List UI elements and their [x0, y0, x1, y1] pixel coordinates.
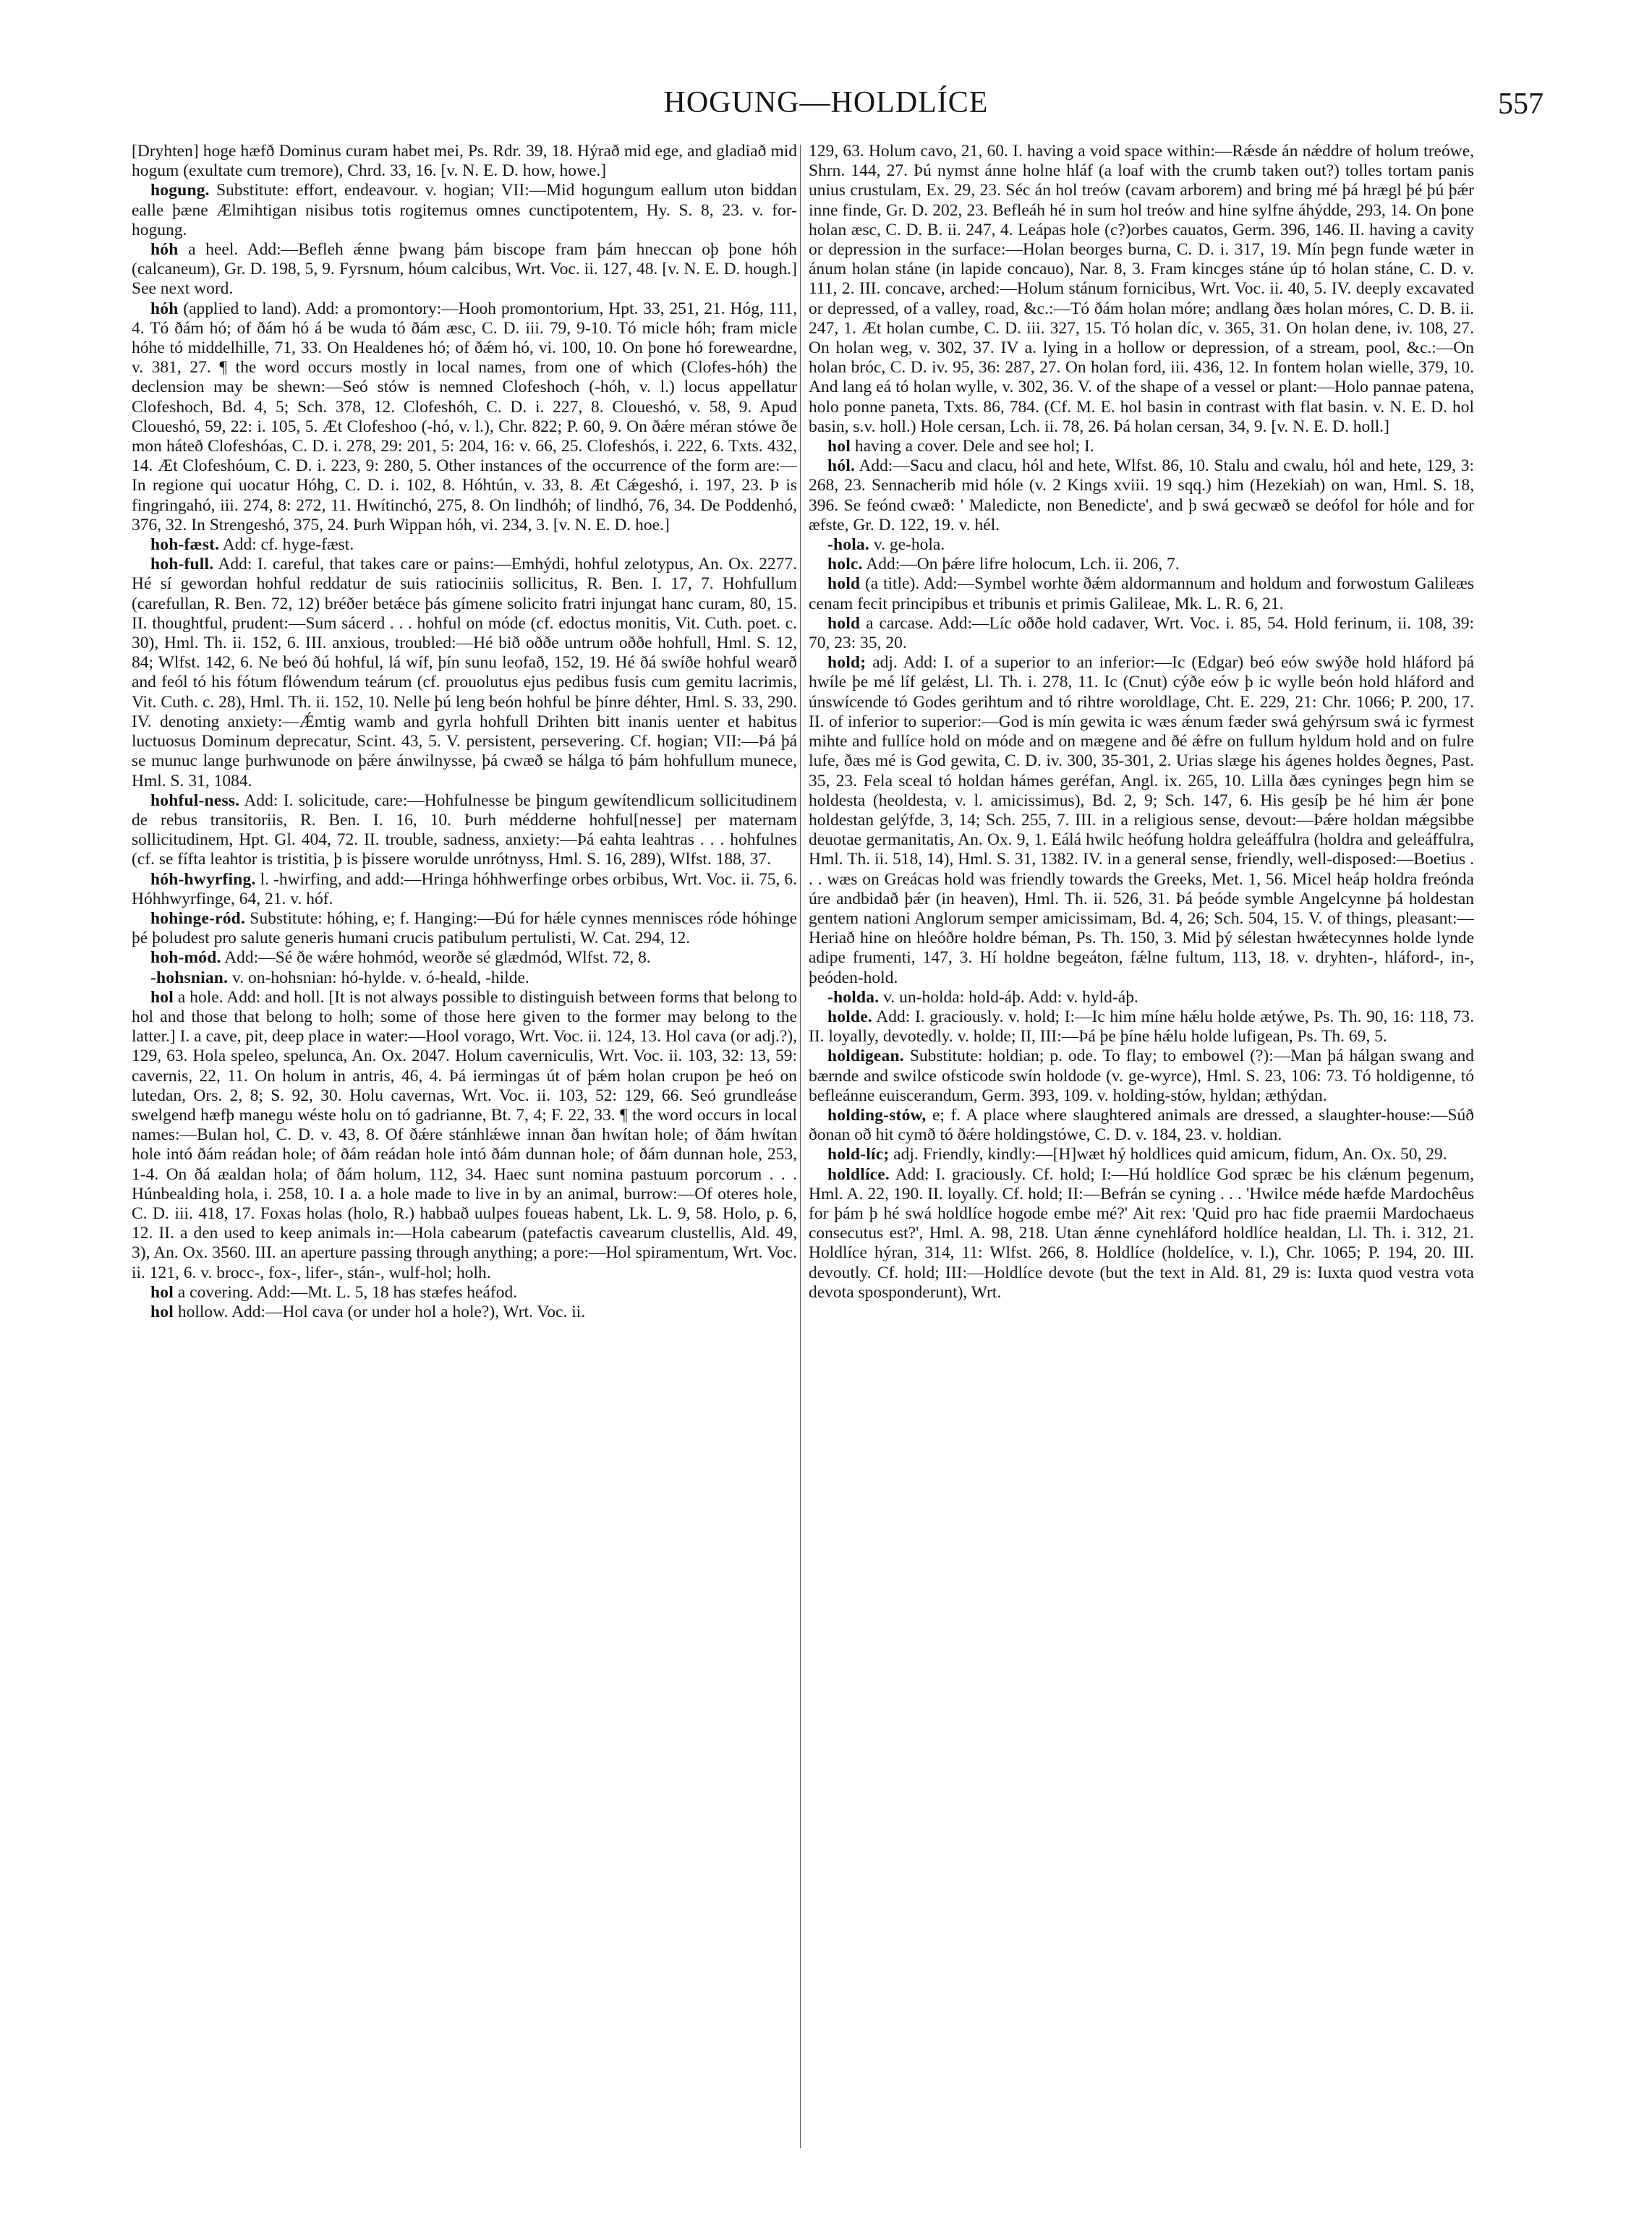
- entry-headword: hol: [150, 1302, 174, 1321]
- column-divider: [800, 145, 801, 2148]
- entry-headword: hóh: [150, 240, 179, 260]
- entry-text: hollow. Add:—Hol cava (or under hol a hole?), Wrt. Voc. ii.: [177, 1302, 586, 1321]
- entry-text: v. on-hohsnian: hó-hylde. v. ó-heald, -hilde.: [232, 968, 529, 987]
- dictionary-entry: [809, 1106, 1474, 1145]
- entry-headword: -holda.: [827, 987, 880, 1007]
- dictionary-entry: [132, 555, 797, 790]
- dictionary-entry: [132, 1283, 797, 1303]
- entry-headword: hold-líc;: [827, 1145, 890, 1164]
- page-number: 557: [1498, 88, 1544, 121]
- entry-headword: holdlíce.: [827, 1164, 890, 1184]
- entry-text: Add: I. solicitude, care:—Hohfulnesse be þingum gewítendlicum sollicitudinem de rebus transitoriis, R. Ben. I. 16, 10. Þurh médderne hohful[nesse] per maternam sollicitudinem, Hpt. Gl. 404, 72. II. trouble, sadness, anxiety:—Þá eahta leahtras . . . hohfulnes (cf. se fífta leahtor is tristitia, þ is þissere worulde unrótnyss, Hml. S. 16, 289), Wlfst. 188, 37.: [132, 790, 797, 869]
- entry-headword: -hohsnian.: [150, 968, 229, 987]
- entry-headword: holdigean.: [827, 1047, 904, 1066]
- dictionary-entry: [132, 968, 797, 988]
- entry-headword: hold: [827, 574, 861, 594]
- entry-text: a heel. Add:—Befleh ǽnne þwang þám biscope fram þám hneccan oþ þone hóh (calcaneum), Gr. D. 198, 5, 9. Fyrsnum, hóum calcibus, Wrt. Voc. ii. 127, 48. [v. N. E. D. hough.] See next word.: [132, 240, 797, 299]
- entry-headword: hohful-ness.: [150, 790, 240, 810]
- page-header: [0, 85, 1652, 129]
- entry-text: a covering. Add:—Mt. L. 5, 18 has stæfes heáfod.: [177, 1282, 518, 1302]
- entry-headword: holde.: [827, 1007, 872, 1026]
- entry-headword: holding-stów,: [827, 1105, 927, 1125]
- entry-text: Add: I. graciously. v. hold; I:—Ic him míne hǽlu holde ætýwe, Ps. Th. 90, 16: 118, 73. II. loyally, devotedly. v. holde; II, III:—Þá þe þíne hǽlu holde lufigean, Ps. Th. 69, 5.: [809, 1007, 1474, 1047]
- entry-text: [Dryhten] hoge hæfð Dominus curam habet mei, Ps. Rdr. 39, 18. Hýrað mid ege, and gladiað mid hogum (exultate cum tremore), Chrd. 33, 16. [v. N. E. D. how, howe.]: [132, 142, 797, 181]
- entry-headword: hoh-mód.: [150, 948, 221, 968]
- dictionary-entry: [132, 909, 797, 948]
- entry-text: Add:—Sé ðe wǽre hohmód, weorðe sé glædmód, Wlfst. 72, 8.: [224, 948, 651, 968]
- entry-text: v. un-holda: hold-áþ. Add: v. hyld-áþ.: [883, 987, 1138, 1007]
- entry-text: a hole. Add: and holl. [It is not always possible to distinguish between forms that belong to hol and those that belong to holh; some of those here given to the former may belong to the latter.] I. a cave, pit, deep place in water:—Hool vorago, Wrt. Voc. ii. 124, 13. Hol cava (or adj.?), 129, 63. Hola speleo, spelunca, An. Ox. 2047. Holum caverniculis, Wrt. Voc. ii. 103, 32: 13, 59: cavernis, 22, 11. On holum in antris, 46, 4. Þá iermingas út of þǽm holan crupon þe heó on lutedan, Ors. 2, 8; S. 92, 30. Holu cavernas, Wrt. Voc. ii. 103, 52: 129, 66. Seó grundleáse swelgend hæfþ manegu wéste holu on tó gadrianne, Bt. 7, 4; F. 22, 33. ¶ the word occurs in local names:—Bulan hol, C. D. v. 43, 8. Of ðǽre stánhlǽwe innan ðan hwítan hole; of ðám hwítan hole intó ðám reádan hole; of ðám reádan hole intó ðám dunnan hole; of ðám dunnan hole, 253, 1-4. On ðá æaldan hola; of ðám holum, 112, 34. Haec sunt nomina pastuum porcorum . . . Húnbealding hola, i. 258, 10. I a. a hole made to live in by an animal, burrow:—Of oteres hole, C. D. iii. 418, 17. Foxas holas (holo, R.) habbað uulpes foueas habent, Lk. L. 9, 58. Holo, p. 6, 12. II. a den used to keep animals in:—Hola cabearum (patefactis cavearum clustellis, Ald. 49, 3), An. Ox. 3560. III. an aperture passing through anything; a pore:—Hol spiramentum, Wrt. Voc. ii. 121, 6. v. brocc-, fox-, lifer-, stán-, wulf-hol; holh.: [132, 987, 797, 1282]
- dictionary-entry: [132, 1303, 797, 1322]
- dictionary-entry: [132, 240, 797, 299]
- dictionary-entry: [809, 614, 1474, 653]
- entry-text: having a cover. Dele and see hol; I.: [854, 437, 1094, 456]
- entry-text: a carcase. Add:—Líc oððe hold cadaver, Wrt. Voc. i. 85, 54. Hold ferinum, ii. 108, 39: 70, 23: 35, 20.: [809, 613, 1474, 653]
- entry-text: (applied to land). Add: a promontory:—Hooh promontorium, Hpt. 33, 251, 21. Hóg, 111, 4. Tó ðám hó; of ðám hó á be wuda tó ðám æsc, C. D. iii. 79, 9-10. Tó micle hóh; fram micle hóhe tó middelhille, 71, 33. On Healdenes hó; of ðǽm hó, vi. 100, 10. On þone hó foreweardne, v. 381, 27. ¶ the word occurs mostly in local names, from one of which (Clofes-hóh) the declension may be shewn:—Seó stów is nemned Clofeshoch (-hóh, v. l.) locus appellatur Clofeshoch, Bd. 4, 5; Sch. 378, 12. Clofeshóh, C. D. i. 227, 8. Cloueshó, v. 58, 9. Apud Cloueshó, 59, 22: i. 105, 5. Æt Clofeshoo (-hó, v. l.), Chr. 822; P. 60, 9. On ðǽre méran stówe ðe mon háteð Clofeshóas, C. D. i. 278, 29: 201, 5: 204, 16: v. 66, 25. Clofeshós, i. 222, 6. Txts. 432, 14. Æt Clofeshóum, C. D. i. 223, 9: 280, 5. Other instances of the occurrence of the form are:—In regione qui uocatur Hóhg, C. D. i. 102, 8. Hóhtún, v. 33, 8. Æt Cǽgeshó, i. 197, 23. Þ is fingringahó, iii. 274, 8: 272, 11. Hwítinchó, 275, 8. On lindhóh; of lindhó, 76, 34. De Poddenhó, 376, 32. In Strengeshó, 375, 24. Þurh Wippan hóh, vi. 234, 3. [v. N. E. D. hoe.]: [132, 299, 797, 534]
- entry-text: Add:—On þǽre lifre holocum, Lch. ii. 206, 7.: [866, 555, 1180, 574]
- entry-headword: hohinge-ród.: [150, 908, 246, 928]
- entry-headword: holc.: [827, 555, 863, 574]
- dictionary-entry: [809, 1165, 1474, 1303]
- dictionary-entry: [809, 1047, 1474, 1106]
- entry-text: Substitute: effort, endeavour. v. hogian; VII:—Mid hogungum eallum uton biddan ealle þæne Ælmihtigan nisibus totis rogitemus omnes cunctipotentem, Hy. S. 8, 23. v. for-hogung.: [132, 181, 797, 239]
- entry-headword: hóh-hwyrfing.: [150, 869, 256, 889]
- dictionary-entry: [132, 535, 797, 555]
- running-head: HOGUNG—HOLDLÍCE: [663, 86, 989, 119]
- entry-text: (a title). Add:—Symbel worhte ðǽm aldormannum and holdum and forwostum Galileæs cenam fecit principibus et tribunis et primis Galileae, Mk. L. R. 6, 21.: [809, 574, 1474, 613]
- dictionary-entry: [809, 555, 1474, 574]
- dictionary-entry: [809, 574, 1474, 613]
- entry-headword: hól.: [827, 456, 856, 476]
- entry-headword: hogung.: [150, 181, 210, 200]
- dictionary-entry: [809, 142, 1474, 437]
- entry-text: adj. Friendly, kindly:—[H]wæt hý holdlices quid amicum, fidum, An. Ox. 50, 29.: [893, 1145, 1447, 1164]
- dictionary-entry: [132, 142, 797, 181]
- dictionary-entry: [132, 181, 797, 240]
- dictionary-entry: [809, 535, 1474, 555]
- entry-headword: hol: [150, 987, 174, 1007]
- dictionary-entry: [132, 948, 797, 968]
- entry-headword: hoh-fæst.: [150, 535, 220, 555]
- dictionary-entry: [132, 299, 797, 535]
- entry-text: l. -hwirfing, and add:—Hringa hóhhwerfinge orbes orbibus, Wrt. Voc. ii. 75, 6. Hóhhwyrfinge, 64, 21. v. hóf.: [132, 869, 797, 908]
- right-column: [809, 142, 1474, 2167]
- dictionary-entry: [809, 1145, 1474, 1164]
- entry-text: Substitute: hóhing, e; f. Hanging:—Ðú for hǽle cynnes mennisces róde hóhinge þé þoludest pro salute generis humani crucis patibulum pertulisti, W. Cat. 294, 12.: [132, 908, 797, 948]
- entry-text: v. ge-hola.: [873, 535, 945, 555]
- dictionary-entry: [809, 988, 1474, 1007]
- entry-headword: hol: [827, 437, 851, 456]
- entry-text: Substitute: holdian; p. ode. To flay; to embowel (?):—Man þá hálgan swang and bærnde and swilce ofsticode swín holdode (v. ge-wyrce), Hml. S. 23, 106: 73. Tó holdigenne, tó befleánne euiscerandum, Germ. 393, 109. v. holding-stów, hyldan; æthýdan.: [809, 1047, 1474, 1105]
- entry-headword: hold;: [827, 653, 867, 673]
- left-column: [132, 142, 797, 2167]
- entry-headword: -hola.: [827, 535, 869, 555]
- entry-text: Add: I. careful, that takes care or pains:—Emhýdi, hohful zelotypus, An. Ox. 2277. Hé sí gewordan hohful reddatur de suis ratiociniis sollicitus, R. Ben. I. 17, 7. Hohfullum (carefullan, R. Ben. 72, 12) bréðer betǽce þás gímene solicito fratri injungat hanc curam, 80, 15. II. thoughtful, prudent:—Sum sácerd . . . hohful on móde (cf. edoctus monitis, Vit. Cuth. poet. c. 30), Hml. Th. ii. 152, 6. III. anxious, troubled:—Hé bið oððe untrum oððe hohfull, Hml. S. 12, 84; Wlfst. 142, 6. Ne beó ðú hohful, lá wíf, þín sunu leofað, 152, 19. Hé ðá swíðe hohful wearð and feól tó his fótum flówendum teárum (cf. prouolutus ejus pedibus fusis cum gemitu lacrimis, Vit. Cuth. c. 28), Hml. Th. ii. 152, 10. Nelle þú leng beón hohful be þínre déhter, Hml. S. 33, 290. IV. denoting anxiety:—Ǽmtig wamb and gyrla hohfull Drihten bitt inanis uenter et habitus luctuosus Dominum deprecatur, Scint. 43, 5. V. persistent, persevering. Cf. hogian; VII:—Þá þá se munuc lange þurhwunode on þǽre ánwilnysse, þá cwæð se hálga tó þám hohfullum munece, Hml. S. 31, 1084.: [132, 555, 797, 790]
- entry-headword: hoh-full.: [150, 555, 214, 574]
- entry-text: Add: cf. hyge-fæst.: [222, 535, 354, 555]
- entry-text: Add:—Sacu and clacu, hól and hete, Wlfst. 86, 10. Stalu and cwalu, hól and hete, 129, 3: 268, 23. Sennacherib mid hóle (v. 2 Kings xviii. 19 sqq.) him (Hezekiah) on wan, Hml. S. 18, 396. Se feónd cwæð: ' Maledicte, non Benedicte', and þ swá gecwæð se deófol for hóle and for æfste, Gr. D. 122, 19. v. hél.: [809, 456, 1474, 534]
- dictionary-entry: [132, 870, 797, 909]
- entry-text: 129, 63. Holum cavo, 21, 60. I. having a void space within:—Rǽsde án nǽddre of holum treówe, Shrn. 144, 27. Þú nymst ánne holne hláf (a loaf with the crumb taken out?) tolles tortam panis unius crustulam, Ex. 29, 23. Séc án hol treów (cavam arborem) and bring mé þá hrægl þé þú þǽr inne finde, Gr. D. 202, 23. Befleáh hé in sum hol treów and hine sylfne áhýdde, 293, 14. On þone holan æsc, C. D. B. ii. 247, 4. Leápas hole (c?)orbes cauatos, Germ. 396, 146. II. having a cavity or depression in the surface:—Holan beorges burna, C. D. i. 317, 19. Mín þegn funde wæter in ánum holan stáne (in lapide concauo), Nar. 8, 3. Fram kincges stáne úp tó holan stáne, C. D. v. 111, 2. III. concave, arched:—Holum stánum fornicibus, Wrt. Voc. ii. 40, 5. IV. deeply excavated or depressed, of a valley, road, &c.:—Tó ðám holan móre; andlang ðæs holan móres, C. D. B. ii. 247, 1. Æt holan cumbe, C. D. iii. 327, 15. Tó holan díc, v. 365, 31. On holan dene, iv. 108, 27. On holan weg, v. 302, 37. IV a. lying in a hollow or depression, of a stream, pool, &c.:—On holan bróc, C. D. iv. 95, 36: 287, 27. On holan ford, iii. 436, 12. In fontem holan wielle, 379, 10. And lang eá tó holan wylle, v. 302, 36. V. of the shape of a vessel or plant:—Holo pannae patena, holo ponne paneta, Txts. 86, 784. (Cf. M. E. hol basin in contrast with flat basin. v. N. E. D. hol basin, s.v. holl.) Hole cersan, Lch. ii. 78, 26. Þá holan cersan, 34, 9. [v. N. E. D. holl.]: [809, 142, 1474, 436]
- entry-text: Add: I. graciously. Cf. hold; I:—Hú holdlíce God spræc be his clǽnum þegenum, Hml. A. 22, 190. II. loyally. Cf. hold; II:—Befrán se cyning . . . 'Hwilce méde hæfde Mardochêus for þám þ hé swá holdlíce hogode embe mé?' Ait rex: 'Quid pro hac fide praemii Mardochaeus consecutus est?', Hml. A. 98, 218. Utan ǽnne cynehláford holdlíce healdan, Ll. Th. i. 312, 21. Holdlíce hýran, 314, 11: Wlfst. 266, 8. Holdlíce (holdelíce, v. l.), Chr. 1065; P. 194, 20. III. devoutly. Cf. hold; III:—Holdlíce devote (but the text in Ald. 81, 29 is: Iuxta quod vestra vota devota sposponderunt), Wrt.: [809, 1164, 1474, 1302]
- entry-text: e; f. A place where slaughtered animals are dressed, a slaughter-house:—Súð ðonan oð hit cymð tó ðǽre holdingstówe, C. D. v. 184, 23. v. holdian.: [809, 1105, 1474, 1145]
- dictionary-entry: [809, 1007, 1474, 1047]
- dictionary-entry: [809, 437, 1474, 456]
- dictionary-entry: [809, 653, 1474, 987]
- entry-text: adj. Add: I. of a superior to an inferior:—Ic (Edgar) beó eów swýðe hold hláford þá hwíle þe mé líf gelǽst, Ll. Th. i. 278, 11. Ic (Cnut) cýðe eów þ ic wylle beón hold hláford and únswícende tó Godes gerihtum and tó rihtre woroldlage, Cht. E. 229, 21: Chr. 1066; P. 200, 17. II. of inferior to superior:—God is mín gewita ic wæs ǽnum fæder swá gehýrsum swá ic fyrmest mihte and fullíce hold on móde and on mægene and ðé ǽfre on fullum hyldum hold and on fulre lufe, ðæs mé is God gewita, C. D. iv. 300, 35-301, 2. Urias slæge his ágenes holdes ðegnes, Past. 35, 23. Fela sceal tó holdan hámes geréfan, Angl. ix. 265, 10. Lilla ðæs cyninges þegn him se holdesta (heoldesta, v. l. amicissimus), Bd. 2, 9; Sch. 147, 6. His gesíþ þe hé him ǽr þone holdestan gelýfde, 3, 14; Sch. 255, 7. III. in a religious sense, devout:—Þǽre holdan mǽgsibbe deuotae germanitatis, An. Ox. 9, 1. Eálá hwilc heófung holdra geleáffulra (holdra and geleáffulra, Hml. Th. ii. 518, 14), Hml. S. 31, 1382. IV. in a general sense, friendly, well-disposed:—Boetius . . . wæs on Greácas hold was friendly towards the Greeks, Met. 1, 56. Micel heáp holdra freónda úre andbidað þǽr (in heaven), Hml. Th. ii. 526, 31. Þá þeóde symble Angelcynne þá holdestan gentem nationi Anglorum semper amicissimam, Bd. 4, 26; Sch. 504, 15. V. of things, pleasant:—Heriað hine on hleóðre holdre béman, Ps. Th. 150, 3. Mid þý sélestan hwǽtecynnes holde lynde adipe frumenti, 147, 3. Hí holdne begeáton, fǽlne fultum, 113, 18. v. dryhten-, hláford-, in-, þeóden-hold.: [809, 653, 1474, 987]
- entry-headword: hol: [150, 1282, 174, 1302]
- entry-headword: hóh: [150, 299, 179, 318]
- dictionary-entry: [132, 791, 797, 870]
- dictionary-entry: [132, 988, 797, 1283]
- entry-headword: hold: [827, 613, 861, 633]
- dictionary-entry: [809, 456, 1474, 535]
